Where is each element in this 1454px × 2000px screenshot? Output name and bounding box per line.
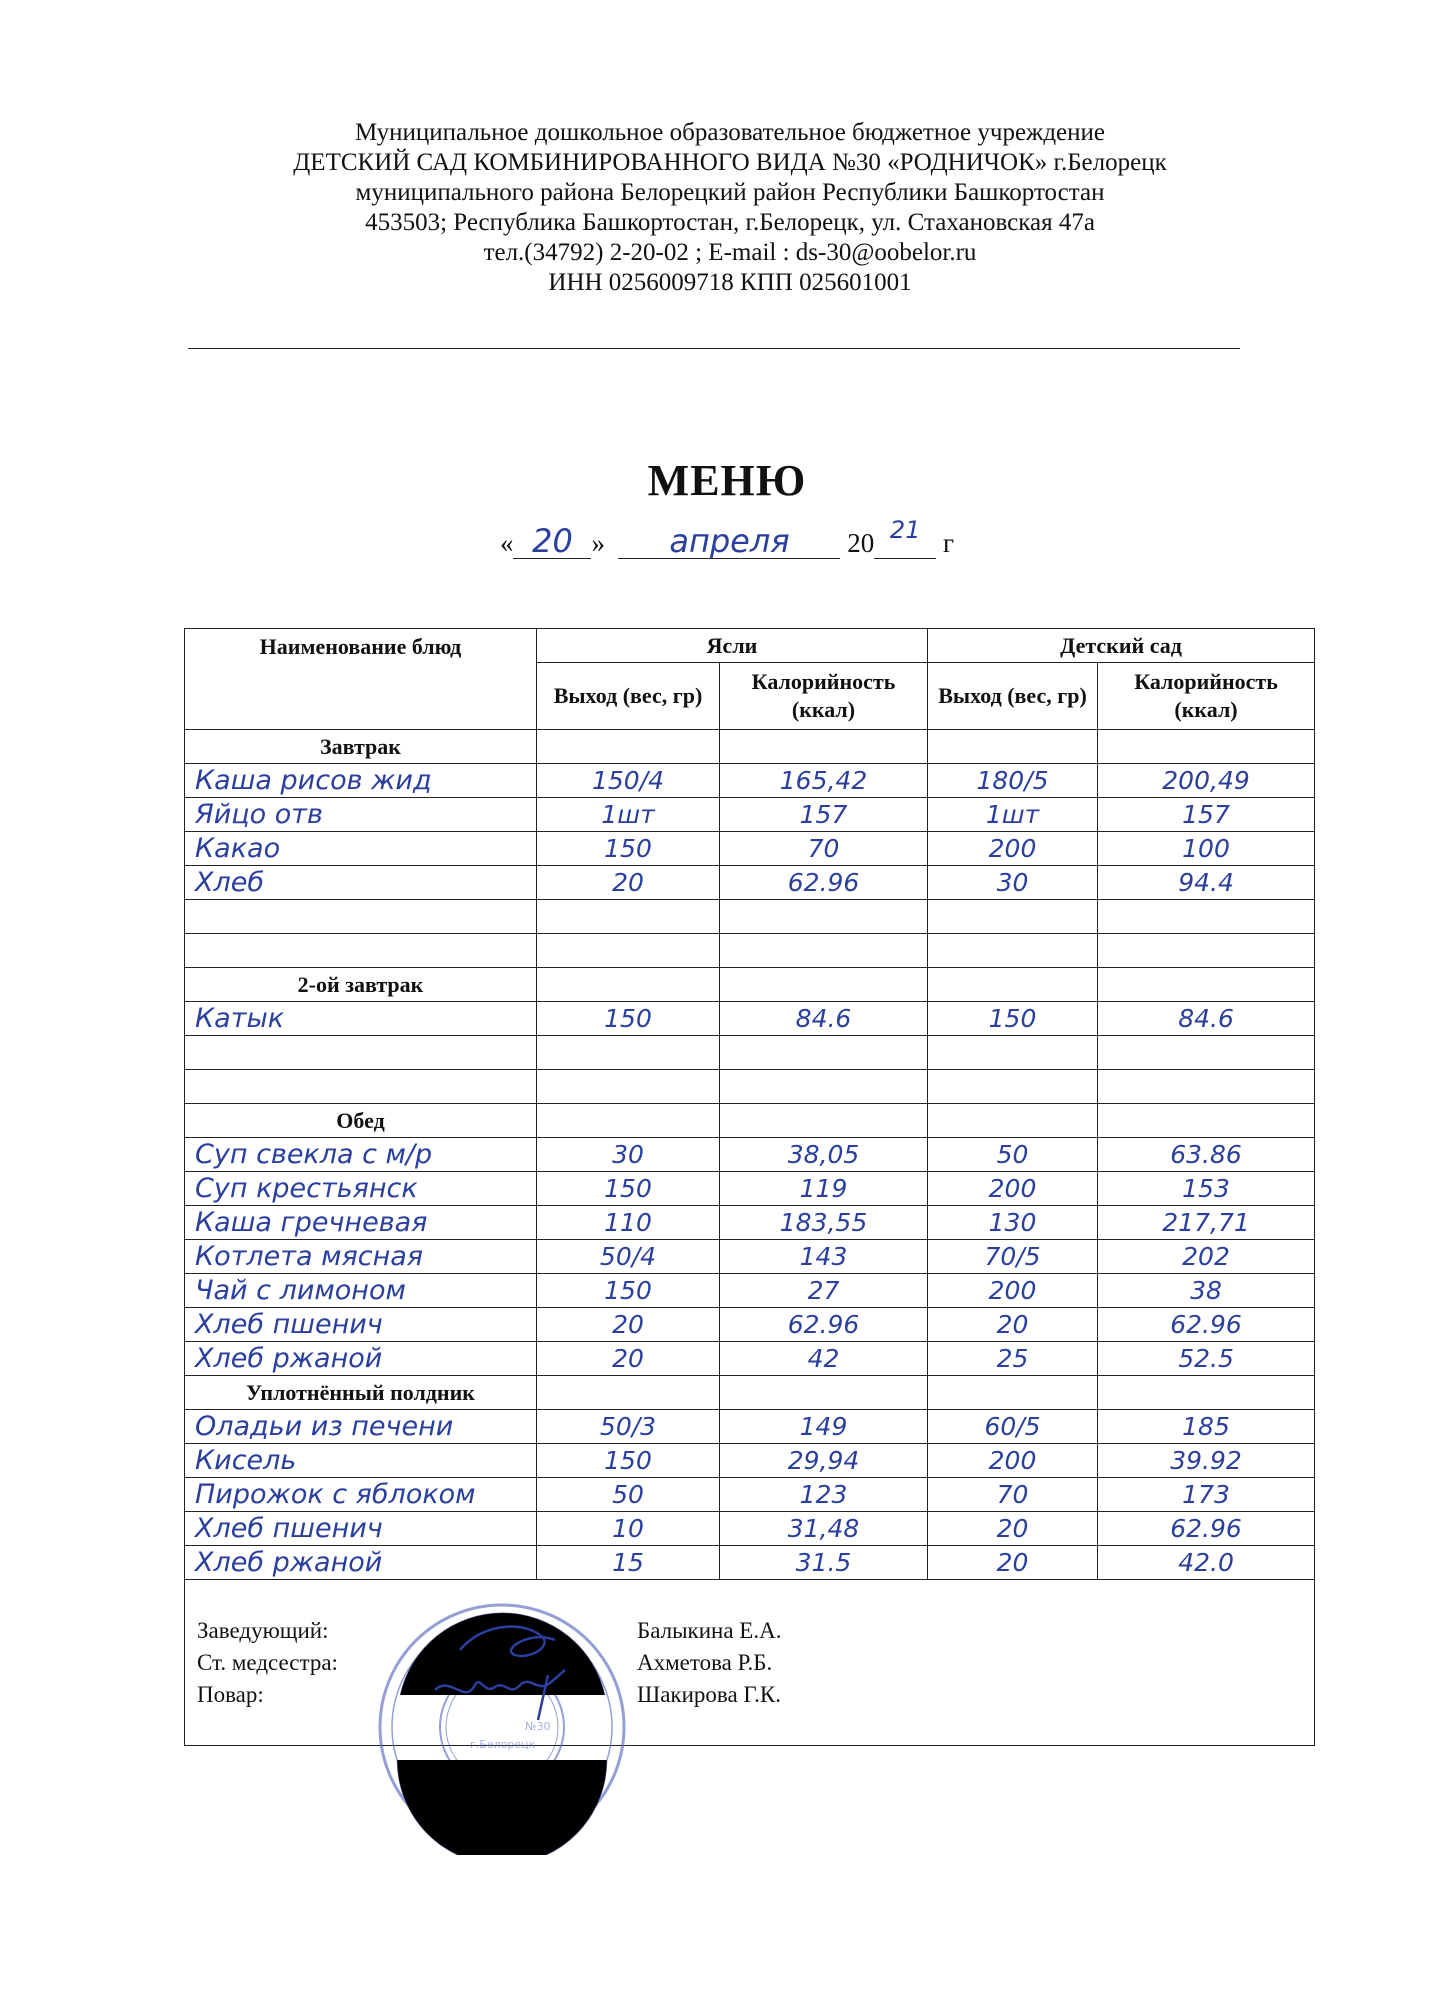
- table-row: [185, 1444, 1315, 1478]
- dish-name: Каша рисов жид: [185, 764, 537, 798]
- empty-cell: [928, 1104, 1098, 1138]
- nursery-output: 150: [537, 1444, 720, 1478]
- kindergarten-output: 150: [928, 1002, 1098, 1036]
- col-header-nursery-output: Выход (вес, гр): [537, 663, 720, 730]
- table-row: [185, 832, 1315, 866]
- table-row: [185, 1172, 1315, 1206]
- nursery-calories: 62.96: [720, 1308, 928, 1342]
- table-row: [185, 1512, 1315, 1546]
- group-header-kindergarten: Детский сад: [928, 629, 1315, 663]
- cook-role: Повар:: [197, 1682, 264, 1707]
- nursery-calories: 183,55: [720, 1206, 928, 1240]
- empty-cell: [720, 1104, 928, 1138]
- kindergarten-calories: 62.96: [1098, 1308, 1315, 1342]
- nursery-output: 110: [537, 1206, 720, 1240]
- dish-name: Кисель: [185, 1444, 537, 1478]
- nursery-calories: [720, 934, 928, 968]
- nursery-output: [537, 900, 720, 934]
- kindergarten-calories: 200,49: [1098, 764, 1315, 798]
- table-row: [185, 1206, 1315, 1240]
- kindergarten-calories: 94.4: [1098, 866, 1315, 900]
- empty-cell: [928, 1376, 1098, 1410]
- nursery-output: 20: [537, 866, 720, 900]
- nursery-calories: 149: [720, 1410, 928, 1444]
- dish-name: Яйцо отв: [185, 798, 537, 832]
- nursery-output: 150: [537, 1002, 720, 1036]
- nursery-calories: 38,05: [720, 1138, 928, 1172]
- dish-name: Каша гречневая: [185, 1206, 537, 1240]
- section-row: [185, 968, 1315, 1002]
- kindergarten-output: 25: [928, 1342, 1098, 1376]
- group-header-nursery: Ясли: [537, 629, 928, 663]
- empty-cell: [720, 968, 928, 1002]
- nursery-output: 15: [537, 1546, 720, 1580]
- nursery-calories: 165,42: [720, 764, 928, 798]
- kindergarten-output: 200: [928, 1444, 1098, 1478]
- kindergarten-calories: 63.86: [1098, 1138, 1315, 1172]
- kindergarten-output: [928, 1070, 1098, 1104]
- page-title: МЕНЮ: [647, 456, 807, 505]
- nursery-output: 10: [537, 1512, 720, 1546]
- kindergarten-output: 200: [928, 1274, 1098, 1308]
- dish-name: Хлеб ржаной: [185, 1546, 537, 1580]
- nursery-calories: 42: [720, 1342, 928, 1376]
- dish-name: [185, 934, 537, 968]
- nursery-calories: 119: [720, 1172, 928, 1206]
- empty-cell: [720, 730, 928, 764]
- nursery-output: 150/4: [537, 764, 720, 798]
- kindergarten-output: [928, 1036, 1098, 1070]
- kindergarten-output: 130: [928, 1206, 1098, 1240]
- nursery-output: 50: [537, 1478, 720, 1512]
- col-header-kindergarten-output: Выход (вес, гр): [928, 663, 1098, 730]
- header-line-4: 453503; Республика Башкортостан, г.Белорецк, ул. Стахановская 47а: [365, 209, 1095, 236]
- kindergarten-output: 200: [928, 832, 1098, 866]
- empty-cell: [1098, 1376, 1315, 1410]
- date-month: апреля: [669, 522, 790, 560]
- nursery-output: 150: [537, 832, 720, 866]
- nursery-calories: [720, 1070, 928, 1104]
- nursery-output: 30: [537, 1138, 720, 1172]
- col-header-kindergarten-calories: Калорийность (ккал): [1098, 663, 1315, 730]
- kindergarten-output: 20: [928, 1308, 1098, 1342]
- table-row: [185, 1410, 1315, 1444]
- dish-name: Пирожок с яблоком: [185, 1478, 537, 1512]
- table-row: [185, 1240, 1315, 1274]
- kindergarten-output: 20: [928, 1512, 1098, 1546]
- header-line-3: муниципального района Белорецкий район Республики Башкортостан: [355, 179, 1105, 206]
- nursery-output: [537, 1036, 720, 1070]
- dish-name: [185, 1070, 537, 1104]
- table-row: [185, 1036, 1315, 1070]
- kindergarten-calories: 52.5: [1098, 1342, 1315, 1376]
- nursery-output: 50/3: [537, 1410, 720, 1444]
- empty-cell: [537, 968, 720, 1002]
- dish-name: Суп свекла с м/р: [185, 1138, 537, 1172]
- head-role: Заведующий:: [197, 1618, 329, 1643]
- nursery-calories: 62.96: [720, 866, 928, 900]
- date-day: 20: [532, 522, 573, 560]
- nursery-calories: [720, 1036, 928, 1070]
- kindergarten-calories: [1098, 1070, 1315, 1104]
- dish-name: Котлета мясная: [185, 1240, 537, 1274]
- head-name: Балыкина Е.А.: [637, 1618, 782, 1643]
- cook-name: Шакирова Г.К.: [637, 1682, 781, 1707]
- dish-name: [185, 900, 537, 934]
- section-title: Завтрак: [185, 730, 537, 764]
- kindergarten-output: 50: [928, 1138, 1098, 1172]
- table-row: [185, 934, 1315, 968]
- nursery-calories: 29,94: [720, 1444, 928, 1478]
- section-row: [185, 1376, 1315, 1410]
- date-year-field: [874, 516, 936, 559]
- table-row: [185, 1546, 1315, 1580]
- dish-name: Какао: [185, 832, 537, 866]
- date-month-field: [618, 522, 840, 560]
- nursery-output: 150: [537, 1274, 720, 1308]
- handwritten-signature: [420, 1615, 580, 1725]
- empty-cell: [928, 730, 1098, 764]
- kindergarten-calories: 173: [1098, 1478, 1315, 1512]
- date-open-quote: «: [499, 528, 514, 558]
- table-row: [185, 1308, 1315, 1342]
- kindergarten-output: 1шт: [928, 798, 1098, 832]
- date-line: [0, 516, 1454, 560]
- section-title: Обед: [185, 1104, 537, 1138]
- nursery-output: [537, 1070, 720, 1104]
- empty-cell: [537, 1376, 720, 1410]
- nursery-calories: 70: [720, 832, 928, 866]
- nursery-calories: 31,48: [720, 1512, 928, 1546]
- menu-table: [184, 628, 1315, 1746]
- nursery-calories: 84.6: [720, 1002, 928, 1036]
- header-divider: [188, 348, 1240, 349]
- table-row: [185, 1138, 1315, 1172]
- kindergarten-calories: 42.0: [1098, 1546, 1315, 1580]
- menu-body: [185, 730, 1315, 1580]
- date-year-prefix: 20: [847, 528, 875, 558]
- date-suffix: г: [942, 528, 955, 558]
- nurse-name: Ахметова Р.Б.: [637, 1650, 773, 1675]
- dish-name: [185, 1036, 537, 1070]
- kindergarten-output: 20: [928, 1546, 1098, 1580]
- kindergarten-output: 60/5: [928, 1410, 1098, 1444]
- kindergarten-calories: 62.96: [1098, 1512, 1315, 1546]
- empty-cell: [1098, 968, 1315, 1002]
- kindergarten-output: 70: [928, 1478, 1098, 1512]
- letterhead: [180, 118, 1280, 298]
- dish-name: Хлеб: [185, 866, 537, 900]
- empty-cell: [537, 1104, 720, 1138]
- nursery-calories: 157: [720, 798, 928, 832]
- kindergarten-calories: 157: [1098, 798, 1315, 832]
- dish-name: Хлеб пшенич: [185, 1512, 537, 1546]
- table-row: [185, 1070, 1315, 1104]
- kindergarten-output: 180/5: [928, 764, 1098, 798]
- nursery-output: 50/4: [537, 1240, 720, 1274]
- kindergarten-calories: [1098, 900, 1315, 934]
- nursery-calories: [720, 900, 928, 934]
- date-close-quote: »: [591, 528, 605, 558]
- kindergarten-calories: 153: [1098, 1172, 1315, 1206]
- table-row: [185, 1478, 1315, 1512]
- nursery-calories: 31.5: [720, 1546, 928, 1580]
- section-title: 2-ой завтрак: [185, 968, 537, 1002]
- kindergarten-calories: [1098, 1036, 1315, 1070]
- kindergarten-calories: 217,71: [1098, 1206, 1315, 1240]
- table-row: [185, 764, 1315, 798]
- nursery-output: 150: [537, 1172, 720, 1206]
- kindergarten-calories: [1098, 934, 1315, 968]
- table-row: [185, 1342, 1315, 1376]
- dish-name: Хлеб пшенич: [185, 1308, 537, 1342]
- kindergarten-output: [928, 900, 1098, 934]
- kindergarten-calories: 100: [1098, 832, 1315, 866]
- col-header-dish: Наименование блюд: [185, 629, 537, 730]
- kindergarten-calories: 185: [1098, 1410, 1315, 1444]
- empty-cell: [928, 968, 1098, 1002]
- table-row: [185, 900, 1315, 934]
- nurse-role: Ст. медсестра:: [197, 1650, 338, 1675]
- svg-text:г.Белорецк: г.Белорецк: [470, 1738, 536, 1751]
- kindergarten-output: 70/5: [928, 1240, 1098, 1274]
- kindergarten-output: [928, 934, 1098, 968]
- dish-name: Оладьи из печени: [185, 1410, 537, 1444]
- dish-name: Чай с лимоном: [185, 1274, 537, 1308]
- header-line-6: ИНН 0256009718 КПП 025601001: [548, 269, 912, 296]
- kindergarten-calories: 38: [1098, 1274, 1315, 1308]
- dish-name: Хлеб ржаной: [185, 1342, 537, 1376]
- header-line-1: Муниципальное дошкольное образовательное бюджетное учреждение: [355, 119, 1105, 146]
- empty-cell: [1098, 1104, 1315, 1138]
- signature-block: [185, 1580, 1315, 1746]
- section-title: Уплотнённый полдник: [185, 1376, 537, 1410]
- table-row: [185, 866, 1315, 900]
- header-line-5: тел.(34792) 2-20-02 ; E-mail : ds-30@oobelor.ru: [483, 239, 977, 266]
- empty-cell: [537, 730, 720, 764]
- col-header-nursery-calories: Калорийность (ккал): [720, 663, 928, 730]
- section-row: [185, 730, 1315, 764]
- nursery-calories: 123: [720, 1478, 928, 1512]
- dish-name: Катык: [185, 1002, 537, 1036]
- svg-text:№30: №30: [525, 1720, 551, 1733]
- nursery-output: 20: [537, 1308, 720, 1342]
- nursery-output: 20: [537, 1342, 720, 1376]
- kindergarten-calories: 202: [1098, 1240, 1315, 1274]
- date-day-field: [513, 522, 591, 560]
- header-line-2: ДЕТСКИЙ САД КОМБИНИРОВАННОГО ВИДА №30 «РОДНИЧОК» г.Белорецк: [293, 149, 1167, 176]
- table-row: [185, 798, 1315, 832]
- table-row: [185, 1274, 1315, 1308]
- kindergarten-output: 200: [928, 1172, 1098, 1206]
- section-row: [185, 1104, 1315, 1138]
- table-row: [185, 1002, 1315, 1036]
- kindergarten-calories: 39.92: [1098, 1444, 1315, 1478]
- empty-cell: [1098, 730, 1315, 764]
- nursery-output: [537, 934, 720, 968]
- nursery-output: 1шт: [537, 798, 720, 832]
- nursery-calories: 27: [720, 1274, 928, 1308]
- date-year-suffix: 21: [889, 516, 921, 544]
- dish-name: Суп крестьянск: [185, 1172, 537, 1206]
- kindergarten-output: 30: [928, 866, 1098, 900]
- kindergarten-calories: 84.6: [1098, 1002, 1315, 1036]
- nursery-calories: 143: [720, 1240, 928, 1274]
- empty-cell: [720, 1376, 928, 1410]
